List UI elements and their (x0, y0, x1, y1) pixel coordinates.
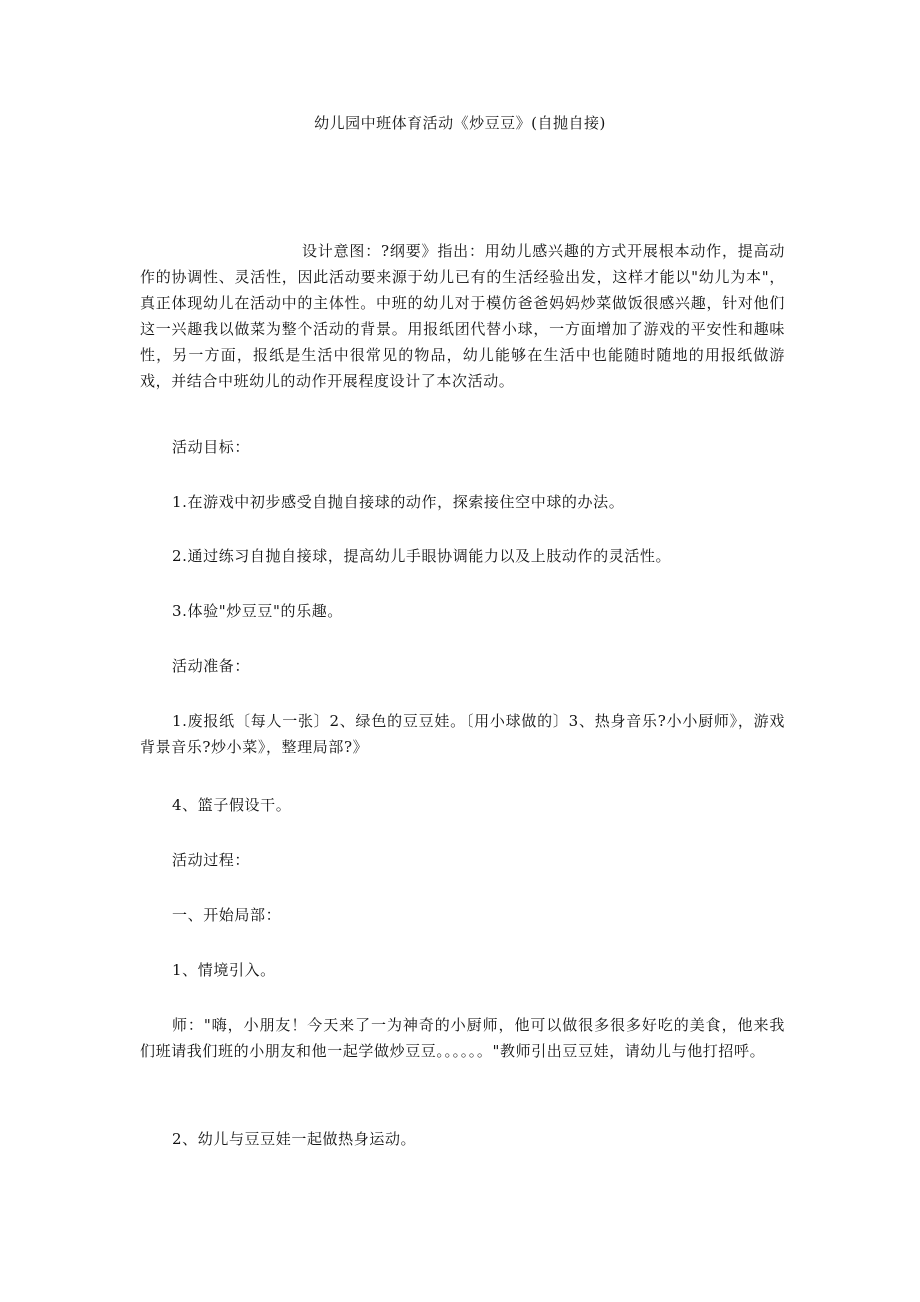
part-1-heading: 一、开始局部： (172, 906, 282, 924)
document-title: 幼儿园中班体育活动《炒豆豆》(自抛自接) (314, 114, 606, 132)
goal-item-1: 1.在游戏中初步感受自抛自接球的动作，探索接住空中球的办法。 (172, 493, 625, 511)
goal-item-3: 3.体验"炒豆豆"的乐趣。 (172, 602, 343, 620)
intro-paragraph: 设计意图：?纲要》指出：用幼儿感兴趣的方式开展根本动作，提高动作的协调性、灵活性，因此活动要来源于幼儿已有的生活经验出发，这样才能以"幼儿为本"，真正体现幼儿在活动中的主体性。中班的幼儿对于模仿爸爸妈妈炒菜做饭很感兴趣，针对他们这一兴趣我以做菜为整个活动的背景。用报纸团代替小球，一方面增加了游戏的平安性和趣味性，另一方面，报纸是生活中很常见的物品，幼儿能够在生活中也能随时随地的用报纸做游戏，并结合中班幼儿的动作开展程度设计了本次活动。 (140, 242, 785, 390)
step-1: 1、情境引入。 (172, 961, 276, 979)
prep-item-1: 1.废报纸〔每人一张〕2、绿色的豆豆娃。〔用小球做的〕3、热身音乐?小小厨师》，游戏背景音乐?炒小菜》，整理局部?》 (140, 712, 785, 756)
goals-heading: 活动目标： (172, 438, 251, 456)
step-2: 2、幼儿与豆豆娃一起做热身运动。 (172, 1130, 417, 1148)
prep-item-2: 4、篮子假设干。 (172, 796, 292, 814)
goal-item-2: 2.通过练习自抛自接球，提高幼儿手眼协调能力以及上肢动作的灵活性。 (172, 547, 672, 565)
prep-heading: 活动准备： (172, 657, 251, 675)
process-heading: 活动过程： (172, 851, 251, 869)
dialogue-paragraph: 师："嗨，小朋友！今天来了一为神奇的小厨师，他可以做很多很多好吃的美食，他来我们班请我们班的小朋友和他一起学做炒豆豆。。。。。。"教师引出豆豆娃，请幼儿与他打招呼。 (140, 1016, 785, 1060)
